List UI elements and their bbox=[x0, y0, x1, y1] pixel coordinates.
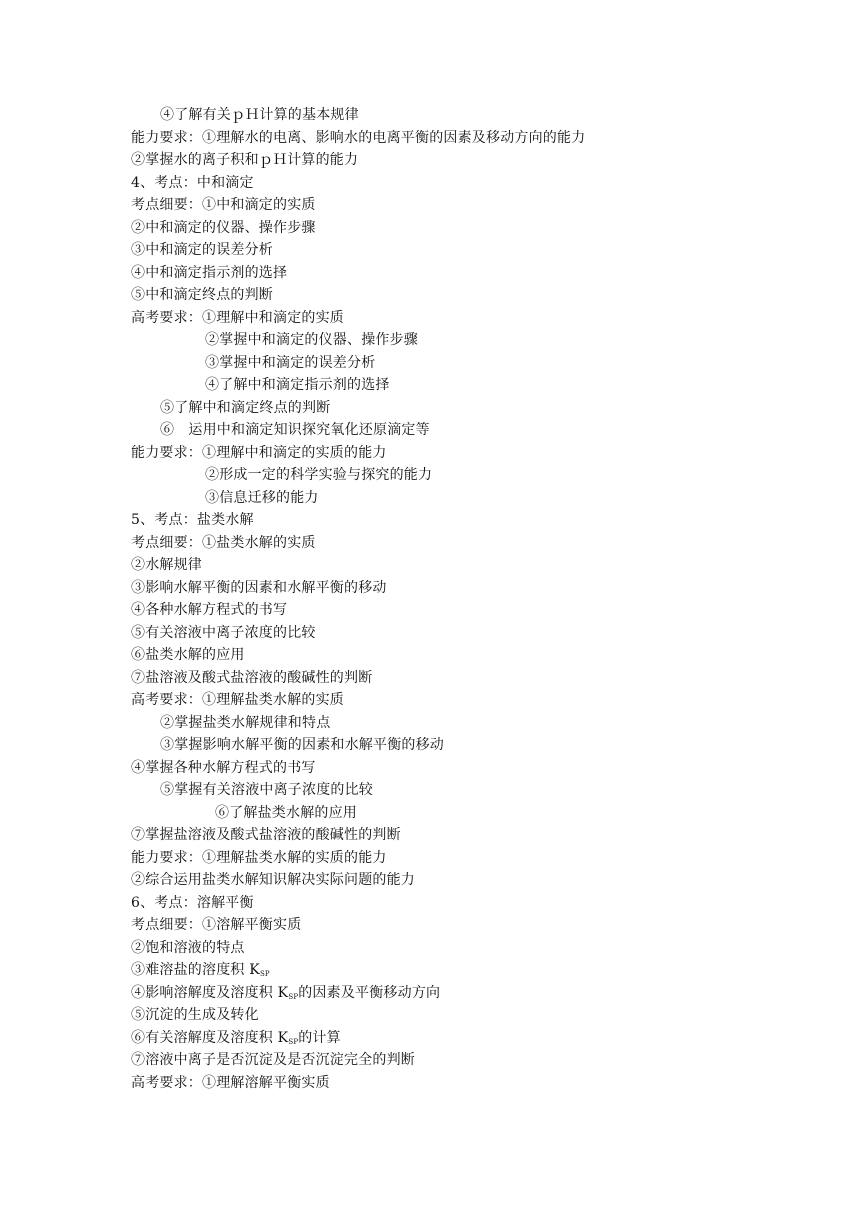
text-line: ⑦盐溶液及酸式盐溶液的酸碱性的判断 bbox=[131, 670, 373, 686]
ksp-symbol: $K_{SP}$ bbox=[249, 962, 270, 978]
text-line: ③中和滴定的误差分析 bbox=[131, 242, 273, 258]
text-line: ⑦溶液中离子是否沉淀及是否沉淀完全的判断 bbox=[131, 1052, 415, 1068]
text-segment: 的因素及平衡移动方向 bbox=[298, 985, 441, 1001]
text-line: ⑥盐类水解的应用 bbox=[131, 647, 245, 663]
text-line: ③影响水解平衡的因素和水解平衡的移动 bbox=[131, 580, 387, 596]
text-segment: ④影响溶解度及溶度积 bbox=[131, 985, 273, 1001]
text-segment: 的计算 bbox=[298, 1030, 341, 1046]
text-line: ⑤沉淀的生成及转化 bbox=[131, 1007, 259, 1023]
text-line: ②水解规律 bbox=[131, 557, 202, 573]
text-line: ⑤中和滴定终点的判断 bbox=[131, 287, 273, 303]
text-line: ②形成一定的科学实验与探究的能力 bbox=[205, 467, 433, 483]
text-line: 考点细要：①盐类水解的实质 bbox=[131, 535, 316, 551]
text-line: 能力要求：①理解水的电离、影响水的电离平衡的因素及移动方向的能力 bbox=[131, 130, 586, 146]
text-line: ②掌握水的离子积和ｐＨ计算的能力 bbox=[131, 152, 359, 168]
ksp-symbol: $K_{SP}$ bbox=[277, 985, 299, 1001]
text-line: ④中和滴定指示剂的选择 bbox=[131, 265, 288, 281]
text-segment: ⑥有关溶解度及溶度积 bbox=[131, 1030, 273, 1046]
text-line: ⑦掌握盐溶液及酸式盐溶液的酸碱性的判断 bbox=[131, 827, 401, 843]
text-line: ④了解中和滴定指示剂的选择 bbox=[205, 377, 390, 393]
text-line: ⑤了解中和滴定终点的判断 bbox=[160, 400, 331, 416]
text-line: ③掌握影响水解平衡的因素和水解平衡的移动 bbox=[160, 737, 444, 753]
text-line: ②综合运用盐类水解知识解决实际问题的能力 bbox=[131, 872, 415, 888]
text-line: 高考要求：①理解溶解平衡实质 bbox=[131, 1075, 330, 1091]
text-line: ④各种水解方程式的书写 bbox=[131, 602, 288, 618]
text-line: ③信息迁移的能力 bbox=[205, 490, 319, 506]
text-line: ②中和滴定的仪器、操作步骤 bbox=[131, 220, 316, 236]
text-line: ⑥了解盐类水解的应用 bbox=[215, 805, 357, 821]
text-line: 考点细要：①溶解平衡实质 bbox=[131, 917, 302, 933]
text-line: 能力要求：①理解中和滴定的实质的能力 bbox=[131, 445, 387, 461]
section-heading: 6、考点：溶解平衡 bbox=[131, 895, 254, 911]
text-line: ④掌握各种水解方程式的书写 bbox=[131, 760, 316, 776]
text-line: ④了解有关ｐＨ计算的基本规律 bbox=[160, 107, 359, 123]
text-line: 能力要求：①理解盐类水解的实质的能力 bbox=[131, 850, 387, 866]
ksp-symbol: $K_{SP}$ bbox=[277, 1030, 299, 1046]
text-line: ⑤掌握有关溶液中离子浓度的比较 bbox=[160, 782, 373, 798]
text-line: ⑥ 运用中和滴定知识探究氧化还原滴定等 bbox=[160, 422, 430, 438]
section-heading: 5、考点：盐类水解 bbox=[131, 512, 254, 528]
text-line: 高考要求：①理解中和滴定的实质 bbox=[131, 310, 344, 326]
text-line: 高考要求：①理解盐类水解的实质 bbox=[131, 692, 344, 708]
text-segment: ③难溶盐的溶度积 bbox=[131, 962, 245, 978]
text-line: 考点细要：①中和滴定的实质 bbox=[131, 197, 316, 213]
section-heading: 4、考点：中和滴定 bbox=[131, 175, 254, 191]
text-line: ②掌握中和滴定的仪器、操作步骤 bbox=[205, 332, 418, 348]
text-line: ②饱和溶液的特点 bbox=[131, 940, 245, 956]
text-line: ②掌握盐类水解规律和特点 bbox=[160, 715, 331, 731]
text-line: ⑤有关溶液中离子浓度的比较 bbox=[131, 625, 316, 641]
text-line: ③掌握中和滴定的误差分析 bbox=[205, 355, 376, 371]
